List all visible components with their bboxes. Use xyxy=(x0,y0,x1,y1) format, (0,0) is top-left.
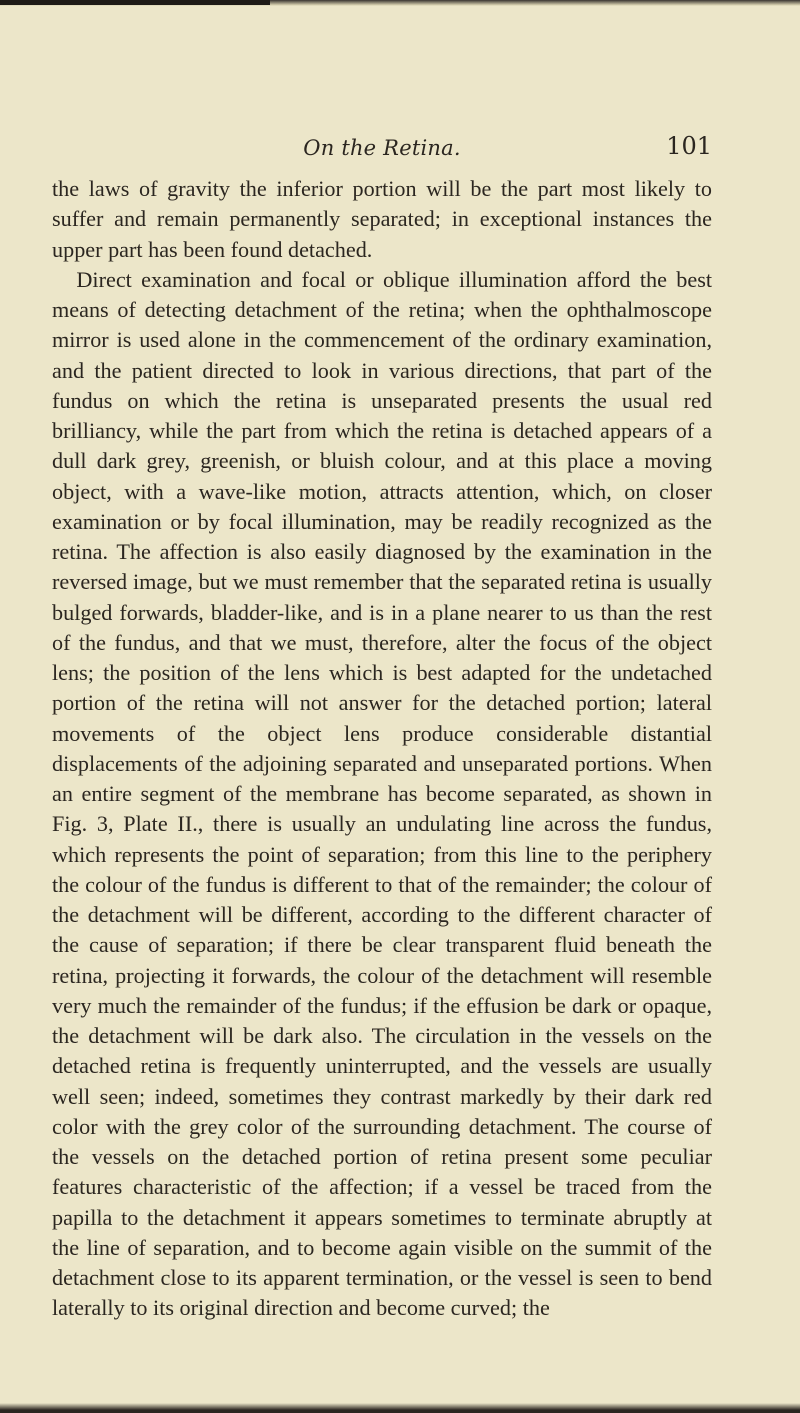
body-text xyxy=(52,174,712,1324)
page-bottom-edge-shadow xyxy=(0,1403,800,1413)
book-page xyxy=(52,132,712,1324)
paragraph-continued: the laws of gravity the inferior portion will be the part most likely to suffer and remain permanently separated; in exceptional instances the upper part has been found detached. xyxy=(52,176,712,262)
page-header xyxy=(52,132,712,162)
page-top-edge-binding xyxy=(0,0,270,5)
page-number: 101 xyxy=(666,132,712,160)
paragraph-direct-examination: Direct examination and focal or oblique illumination afford the best means of detecting detachment of the retina; when the ophthalmoscope mirror is used alone in the commencement of the ordinary examination, and the patient directed to look in various directions, that part of the fundus on which the retina is unseparated presents the usual red brilliancy, while the part from which the retina is detached appears of a dull dark grey, greenish, or bluish colour, and at this place a moving object, with a wave-like motion, attracts attention, which, on closer examination or by focal illumination, may be readily recognized as the retina. The affection is also easily diagnosed by the examination in the reversed image, but we must remember that the separated retina is usually bulged forwards, bladder-like, and is in a plane nearer to us than the rest of the fundus, and that we must, therefore, alter the focus of the object lens; the position of the lens which is best adapted for the undetached portion of the retina will not answer for the detached portion; lateral movements of the object lens produce considerable distantial displacements of the adjoining separated and unseparated portions. When an entire segment of the membrane has become separated, as shown in Fig. 3, Plate II., there is usually an undulating line across the fundus, which represents the point of separation; from this line to the periphery the colour of the fundus is different to that of the remainder; the colour of the detachment will be different, according to the different character of the cause of separation; if there be clear transparent fluid beneath the retina, projecting it forwards, the colour of the detachment will resemble very much the remainder of the fundus; if the effusion be dark or opaque, the detachment will be dark also. The circulation in the vessels on the detached retina is frequently uninterrupted, and the vessels are usually well seen; indeed, sometimes they contrast markedly by their dark red color with the grey color of the surrounding detachment. The course of the vessels on the detached portion of retina present some peculiar features characteristic of the affection; if a vessel be traced from the papilla to the detachment it appears sometimes to terminate abruptly at the line of separation, and to become again visible on the summit of the detachment close to its apparent termination, or the vessel is seen to bend laterally to its original direction and become curved; the xyxy=(52,266,712,1321)
running-title: On the Retina. xyxy=(303,136,461,160)
